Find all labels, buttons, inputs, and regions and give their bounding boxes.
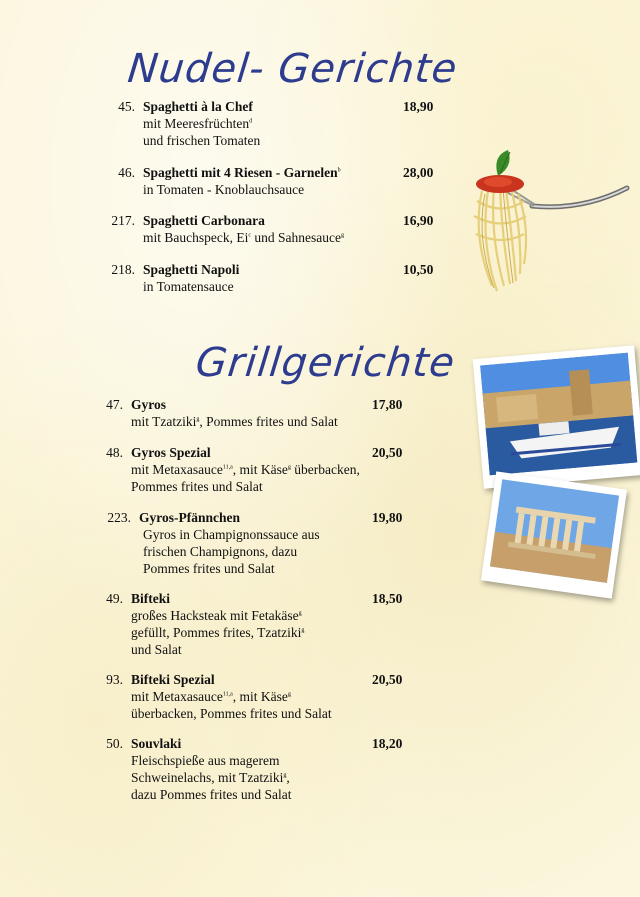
item-desc: Fleischspieße aus magerem [131, 753, 280, 768]
item-number: 217. [111, 213, 135, 228]
item-price: 10,50 [403, 262, 434, 277]
item-desc: in Tomatensauce [143, 279, 234, 294]
item-desc: gefüllt, Pommes frites, Tzatziki [131, 625, 302, 640]
harbor-photo [473, 345, 640, 489]
item-desc: überbacken, [290, 462, 360, 477]
item-desc: dazu Pommes frites und Salat [131, 787, 292, 802]
allergen-code: g [298, 610, 302, 617]
item-number: 45. [118, 99, 135, 114]
item-price: 18,50 [372, 591, 403, 606]
item-number: 223. [107, 510, 131, 525]
item-number: 50. [106, 736, 123, 751]
allergen-code: c [248, 232, 252, 239]
item-number: 218. [111, 262, 135, 277]
allergen-code: g [287, 464, 291, 471]
allergen-code: d [249, 118, 253, 125]
item-desc: , Pommes frites und Salat [199, 414, 338, 429]
item-desc: , mit Käse [232, 462, 288, 477]
item-number: 93. [106, 672, 123, 687]
temple-photo [481, 471, 627, 598]
item-price: 19,80 [372, 510, 403, 525]
item-desc: und Salat [131, 642, 182, 657]
item-desc: mit Bauchspeck, Ei [143, 230, 249, 245]
menu-item-48 [106, 444, 403, 495]
menu-item-218 [111, 261, 434, 295]
item-desc: überbacken, Pommes frites und Salat [131, 706, 332, 721]
allergen-code: g [196, 416, 200, 423]
allergen-code: g [301, 627, 305, 634]
item-name: Spaghetti mit 4 Riesen - Garnelen [143, 165, 338, 180]
item-name: Bifteki Spezial [131, 672, 215, 687]
menu-item-217 [111, 212, 434, 246]
item-name: Spaghetti Napoli [143, 262, 240, 277]
allergen-code: 11,a [222, 464, 233, 471]
item-price: 20,50 [372, 445, 403, 460]
item-number: 47. [106, 397, 123, 412]
item-name: Spaghetti Carbonara [143, 213, 265, 228]
spaghetti-fork-image [462, 146, 637, 296]
item-desc: in Tomaten - Knoblauchsauce [143, 182, 305, 197]
item-name: Spaghetti à la Chef [143, 99, 253, 114]
item-desc: mit Meeresfrüchten [143, 116, 250, 131]
allergen-code: 11,a [222, 691, 233, 698]
allergen-code: b [337, 167, 341, 174]
item-desc: großes Hacksteak mit Fetakäse [131, 608, 299, 623]
item-price: 18,20 [372, 736, 403, 751]
item-desc: Pommes frites und Salat [143, 561, 275, 576]
item-desc: mit Metaxasauce [131, 689, 223, 704]
item-name: Gyros-Pfännchen [139, 510, 241, 525]
menu-item-45 [118, 98, 434, 149]
item-price: 17,80 [372, 397, 403, 412]
item-desc: Pommes frites und Salat [131, 479, 263, 494]
item-name: Gyros [131, 397, 167, 412]
menu-item-47 [106, 396, 403, 430]
item-desc: mit Tzatziki [131, 414, 197, 429]
allergen-code: g [341, 232, 345, 239]
item-desc: Schweinelachs, mit Tzatziki [131, 770, 284, 785]
item-name: Gyros Spezial [131, 445, 211, 460]
item-name: Bifteki [131, 591, 170, 606]
item-number: 48. [106, 445, 123, 460]
item-number: 46. [118, 165, 135, 180]
menu-item-50 [106, 735, 403, 803]
item-price: 18,90 [403, 99, 434, 114]
menu-item-49 [106, 590, 403, 658]
item-price: 20,50 [372, 672, 403, 687]
item-desc: frischen Champignons, dazu [143, 544, 298, 559]
item-number: 49. [106, 591, 123, 606]
menu-item-223 [107, 509, 403, 577]
nudel-section-title: Nudel- Gerichte [125, 46, 460, 92]
item-price: 16,90 [403, 213, 434, 228]
item-desc: mit Metaxasauce [131, 462, 223, 477]
item-desc: Gyros in Champignonssauce aus [143, 527, 320, 542]
grill-section-title: Grillgerichte [193, 340, 458, 386]
menu-item-93 [106, 671, 403, 722]
item-desc: , mit Käse [232, 689, 288, 704]
item-desc-tail: und Sahnesauce [251, 230, 342, 245]
allergen-code: g [287, 691, 291, 698]
item-desc: und frischen Tomaten [143, 133, 261, 148]
item-name: Souvlaki [131, 736, 182, 751]
allergen-code: g [283, 772, 287, 779]
menu-item-46 [118, 164, 434, 198]
item-desc: , [286, 770, 290, 785]
item-price: 28,00 [403, 165, 434, 180]
